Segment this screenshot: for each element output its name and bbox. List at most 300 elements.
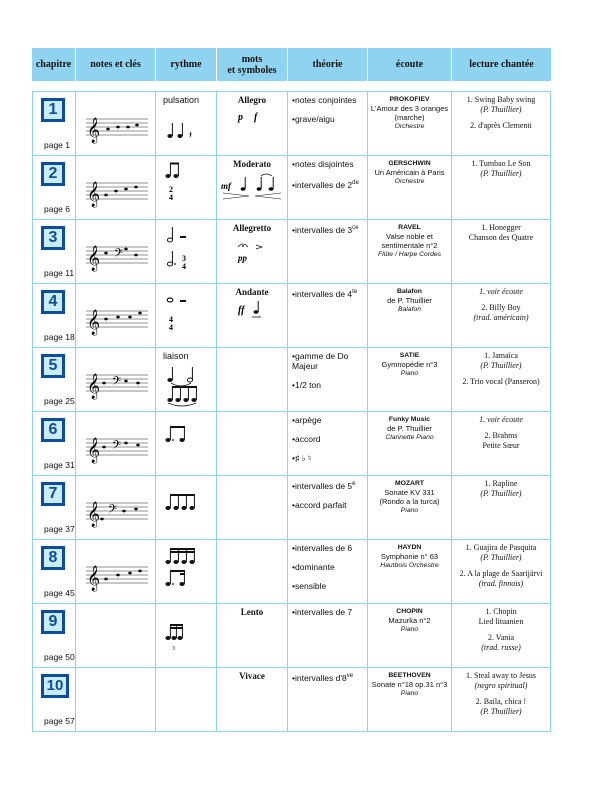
svg-text:mf: mf [221, 181, 231, 191]
staff-note [116, 316, 120, 319]
chapter-number-badge [41, 290, 65, 314]
listening-composer: RAVEL [398, 224, 421, 231]
chapter-number-badge [41, 418, 65, 442]
theory-text: intervalles de 6 [294, 543, 353, 553]
table-row [32, 668, 551, 732]
header-ecoute: écoute [368, 48, 452, 81]
sight-singing-line: 2. d'après Clementi [470, 121, 532, 130]
listening-work: Symphonie n° 63 [380, 552, 439, 561]
chapter-number: 1 [44, 101, 62, 119]
staff-note [104, 578, 108, 581]
theory-item [292, 178, 367, 190]
rhythm-notation [164, 610, 212, 656]
theory-list [288, 348, 367, 390]
table-row [32, 348, 551, 412]
tempo-word: Andante [235, 287, 269, 297]
words-symbols-cell [217, 412, 288, 476]
listening-composer: GERSCHWIN [388, 160, 431, 167]
theory-item [292, 95, 367, 105]
listening-block [368, 220, 451, 259]
rhythm-figure [164, 418, 212, 469]
header-notes-et-cles: notes et clés [76, 48, 156, 81]
chapter-block [33, 92, 75, 155]
chapter-number: 3 [44, 229, 62, 247]
theory-item [292, 543, 367, 553]
header-lecture-chantee: lecture chantée [452, 48, 551, 81]
staff-note [136, 444, 140, 447]
header-chapitre: chapitre [32, 48, 76, 81]
theory-text: gamme de Do Majeur [292, 351, 349, 371]
listening-cell [368, 348, 452, 412]
sight-singing-block [452, 92, 550, 131]
notes-cell [76, 348, 156, 412]
staff-note [138, 570, 142, 573]
tempo-word: Vivace [239, 671, 265, 681]
table-row [32, 220, 551, 284]
svg-text:3: 3 [172, 646, 175, 652]
chapter-cell [32, 412, 76, 476]
chapter-page: page 1 [44, 140, 70, 150]
staff-wrapper [84, 302, 150, 341]
chapter-number: 5 [44, 357, 62, 375]
chapter-cell [32, 348, 76, 412]
staff-wrapper [84, 494, 150, 533]
tempo-word: Allegretto [232, 223, 272, 233]
sight-singing-line: 2. Trio vocal (Panseron) [462, 377, 540, 386]
chapter-block [33, 156, 75, 219]
sight-singing-block [452, 412, 550, 451]
sight-singing-line: (trad. américain) [473, 313, 529, 322]
svg-text:p: p [238, 112, 243, 123]
listening-instrument: Piano [400, 690, 419, 697]
sight-singing-line: 2. Brahms [484, 431, 518, 440]
listening-work: Sonate KV 331 [384, 488, 435, 497]
svg-text:f: f [254, 112, 258, 123]
theory-text: intervalles d'8 [294, 672, 347, 683]
listening-instrument: Orchestre [394, 178, 425, 185]
header-rythme: rythme [156, 48, 217, 81]
staff-note [116, 574, 120, 577]
sight-singing-line: 1. Tumbao Le Son [471, 159, 531, 168]
chapter-cell [32, 91, 76, 156]
rhythm-figure [164, 482, 212, 533]
sight-singing-line: 2. Baila, chica ! [475, 697, 527, 706]
listening-work: Sonate n°18 op.31 n°3 [371, 680, 448, 689]
bass-clef-icon: 𝄢 [112, 375, 122, 391]
chapter-cell [32, 476, 76, 540]
sight-singing-line: 1. Chopin [485, 607, 517, 616]
listening-composer: PROKOFIEV [389, 96, 430, 103]
listening-block [368, 476, 451, 515]
table-row [32, 476, 551, 540]
sight-singing-block [452, 668, 550, 717]
theory-text: dominante [294, 562, 335, 572]
staff-wrapper [84, 366, 150, 405]
listening-instrument: Balafon [397, 306, 422, 313]
treble-clef-icon: 𝄞 [87, 310, 101, 335]
sight-singing-block [452, 348, 550, 387]
theory-text: intervalles de 4 [294, 288, 353, 299]
words-symbols-cell [217, 476, 288, 540]
sight-singing-block [452, 284, 550, 323]
curriculum-table [32, 48, 551, 732]
sight-singing-line: (negro spiritual) [474, 681, 528, 690]
listening-block [368, 412, 451, 442]
chapter-number-badge [41, 354, 65, 378]
chapter-page: page 45 [44, 588, 75, 598]
sight-singing-cell [452, 604, 551, 668]
bass-clef-icon: 𝄢 [114, 247, 124, 263]
staff-notation [84, 174, 150, 208]
theory-superscript: ce [352, 225, 359, 231]
theory-item [292, 351, 367, 371]
listening-block [368, 604, 451, 634]
staff-note [104, 318, 108, 321]
treble-clef-icon: 𝄞 [87, 182, 101, 207]
staff-notation [84, 238, 150, 272]
header-mots-line: mots [241, 53, 263, 65]
sight-singing-line: 2. Billy Boy [481, 303, 521, 312]
listening-cell [368, 412, 452, 476]
listening-composer: CHOPIN [396, 608, 423, 615]
rhythm-cell [156, 668, 217, 732]
chapter-page: page 11 [44, 268, 75, 278]
listening-block [368, 668, 451, 698]
theory-cell [288, 156, 368, 220]
table-row [32, 540, 551, 604]
sight-singing-line: 2. Vania [487, 633, 515, 642]
header-symboles-line: et symboles [227, 64, 277, 76]
sight-singing-cell [452, 91, 551, 156]
chapter-number: 9 [44, 613, 62, 631]
staff-note [122, 510, 126, 513]
rhythm-notation [164, 162, 212, 208]
tempo-word: Moderato [233, 159, 271, 169]
theory-cell [288, 348, 368, 412]
staff-note [135, 124, 139, 127]
staff-note [102, 446, 106, 449]
notes-cell [76, 604, 156, 668]
sight-singing-line: (P. Thuillier) [480, 169, 522, 178]
chapter-cell [32, 540, 76, 604]
listening-instrument: Flûte / Harpe Cordes [377, 251, 442, 258]
chapter-page: page 37 [44, 524, 75, 534]
rhythm-cell [156, 91, 217, 156]
theory-item [292, 479, 367, 491]
chapter-number-badge [41, 546, 65, 570]
listening-instrument: Orchestre [394, 123, 425, 130]
listening-cell [368, 220, 452, 284]
theory-text: intervalles de 5 [294, 480, 353, 491]
rhythm-cell [156, 540, 217, 604]
bass-clef-icon: 𝄢 [108, 503, 118, 519]
theory-text: intervalles de 2 [294, 179, 353, 190]
sight-singing-line: Petite Sœur [482, 441, 520, 450]
staff-note [114, 190, 118, 193]
listening-cell [368, 156, 452, 220]
bass-clef-icon: 𝄢 [112, 439, 122, 455]
sight-singing-line: 1. voir écoute [479, 287, 523, 296]
rhythm-figure [164, 162, 212, 213]
sight-singing-line: 1. Honegger [481, 223, 521, 232]
chapter-number-badge [41, 98, 65, 122]
sight-singing-cell [452, 668, 551, 732]
chapter-number: 2 [44, 165, 62, 183]
chapter-page: page 57 [44, 716, 75, 726]
rhythm-notation [164, 546, 212, 592]
theory-list [288, 540, 367, 591]
svg-text:2: 2 [169, 185, 173, 194]
listening-work: Gymnopédie n°3 [381, 360, 438, 369]
chapter-number: 4 [44, 293, 62, 311]
listening-composer: MOZART [394, 480, 425, 487]
dynamics-symbols [232, 107, 272, 125]
chapter-block [33, 348, 75, 411]
sight-singing-line: (P. Thuillier) [480, 105, 522, 114]
treble-clef-icon: 𝄞 [87, 118, 101, 143]
listening-cell [368, 284, 452, 348]
svg-text:4: 4 [169, 315, 173, 324]
listening-cell [368, 604, 452, 668]
sight-singing-line: (P. Thuillier) [480, 707, 522, 716]
sight-singing-line: (P. Thuillier) [480, 361, 522, 370]
svg-text:4: 4 [169, 193, 173, 202]
theory-list [288, 668, 367, 683]
sight-singing-line: 1. Steal away to Jesus [466, 671, 536, 680]
chapter-cell [32, 604, 76, 668]
theory-cell [288, 412, 368, 476]
rhythm-notation [164, 418, 212, 464]
chapter-number-badge [41, 162, 65, 186]
chapter-block [33, 220, 75, 283]
table-row [32, 156, 551, 220]
table-row [32, 412, 551, 476]
listening-instrument: Hautbois Orchestre [380, 562, 439, 569]
staff-note [124, 380, 128, 383]
sight-singing-line: 1. Rapline [484, 479, 518, 488]
header-gap [32, 81, 551, 91]
sight-singing-cell [452, 476, 551, 540]
sight-singing-block [452, 604, 550, 653]
words-symbols-cell [217, 604, 288, 668]
chapter-page: page 31 [44, 460, 75, 470]
theory-text: intervalles de 3 [294, 224, 353, 235]
table-row [32, 604, 551, 668]
treble-clef-icon: 𝄞 [87, 438, 101, 463]
theory-item [292, 415, 367, 425]
listening-work: Mazurka n°2 [388, 616, 431, 625]
listening-extra: (Rondo a la turca) [379, 497, 440, 506]
staff-note [124, 188, 128, 191]
staff-wrapper [84, 238, 150, 277]
listening-block [368, 540, 451, 570]
listening-work: Un Américain à Paris [374, 168, 445, 177]
notes-cell [76, 668, 156, 732]
listening-composer: HAYDN [397, 544, 422, 551]
theory-text: accord [294, 434, 321, 444]
rhythm-cell [156, 220, 217, 284]
rhythm-notation [164, 106, 212, 152]
chapter-block [33, 604, 75, 667]
listening-composer: BEETHOVEN [388, 672, 431, 679]
chapter-number: 10 [44, 677, 66, 695]
rhythm-cell [156, 156, 217, 220]
svg-text:3: 3 [182, 254, 186, 263]
sight-singing-line: Lied lituanien [478, 617, 524, 626]
treble-clef-icon: 𝄞 [87, 374, 101, 399]
words-symbols-cell [217, 348, 288, 412]
table-row [32, 284, 551, 348]
theory-item [292, 500, 367, 510]
header-theorie: théorie [288, 48, 368, 81]
chapter-page: page 18 [44, 332, 75, 342]
sight-singing-line: (P. Thuillier) [480, 553, 522, 562]
staff-note [126, 126, 130, 129]
staff-note [134, 254, 138, 257]
svg-text:pp: pp [238, 253, 247, 263]
theory-item [292, 287, 367, 299]
chapter-cell [32, 284, 76, 348]
rhythm-figure [164, 106, 212, 157]
chapter-block [33, 668, 75, 731]
words-symbols-cell [217, 540, 288, 604]
chapter-number-badge [41, 674, 69, 698]
chapter-number: 6 [44, 421, 62, 439]
tempo-word: Lento [240, 607, 264, 617]
staff-wrapper [84, 430, 150, 469]
rhythm-figure [164, 610, 212, 661]
staff-note [104, 252, 108, 255]
sight-singing-cell [452, 156, 551, 220]
chapter-number-badge [41, 482, 65, 506]
rhythm-figure [164, 226, 212, 277]
theory-text: sensible [294, 581, 327, 591]
dynamics-symbols [219, 171, 285, 205]
rhythm-label: liaison [163, 351, 189, 361]
theory-item [292, 223, 367, 235]
chapter-cell [32, 668, 76, 732]
staff-note [128, 316, 132, 319]
rhythm-cell [156, 604, 217, 668]
theory-superscript: de [352, 180, 359, 186]
staff-notation [84, 558, 150, 592]
listening-cell [368, 668, 452, 732]
chapter-number: 7 [44, 485, 62, 503]
rhythm-cell [156, 348, 217, 412]
listening-composer: SATIE [399, 352, 420, 359]
theory-item [292, 380, 367, 390]
sight-singing-cell [452, 348, 551, 412]
listening-block [368, 348, 451, 378]
svg-text:𝄽: 𝄽 [189, 130, 193, 141]
staff-note [134, 508, 138, 511]
theory-item [292, 434, 367, 444]
sight-singing-line: 1. Swing Baby swing [466, 95, 536, 104]
staff-note [124, 442, 128, 445]
sight-singing-block [452, 220, 550, 243]
notes-cell [76, 284, 156, 348]
chapter-cell [32, 156, 76, 220]
theory-item [292, 562, 367, 572]
listening-work: Valse noble et sentimentale n°2 [381, 232, 438, 250]
treble-clef-icon: 𝄞 [87, 246, 101, 271]
staff-note [136, 382, 140, 385]
rhythm-figure [164, 362, 212, 413]
svg-text:4: 4 [182, 262, 186, 271]
listening-work: de P. Thuillier [387, 424, 432, 433]
staff-notation [84, 430, 150, 464]
listening-work: de P. Thuillier [387, 296, 432, 305]
theory-text: notes conjointes [294, 95, 357, 105]
rhythm-notation [164, 482, 212, 528]
notes-cell [76, 91, 156, 156]
table-row [32, 91, 551, 156]
theory-cell [288, 284, 368, 348]
staff-note [134, 186, 138, 189]
sight-singing-cell [452, 412, 551, 476]
sight-singing-line: (trad. finnois) [478, 579, 524, 588]
chapter-block [33, 540, 75, 603]
chapter-block [33, 284, 75, 347]
table-container [32, 48, 551, 732]
sight-singing-line: 1. Guajira de Pasquita [465, 543, 537, 552]
rhythm-notation [164, 290, 212, 336]
notes-cell [76, 412, 156, 476]
staff-note [128, 572, 132, 575]
listening-instrument: Clarinette Piano [385, 434, 434, 441]
theory-item [292, 114, 367, 124]
rhythm-notation [164, 362, 212, 408]
staff-note [124, 248, 128, 251]
chapter-block [33, 412, 75, 475]
sight-singing-line: (trad. russe) [481, 643, 521, 652]
chapter-number: 8 [44, 549, 62, 567]
theory-list [288, 604, 367, 617]
dynamics-symbols [232, 299, 272, 321]
listening-work: L'Amour des 3 oranges [370, 104, 449, 113]
theory-cell [288, 604, 368, 668]
listening-block [368, 156, 451, 186]
chapter-page: page 25 [44, 396, 75, 406]
words-symbols-cell [217, 91, 288, 156]
theory-item [292, 453, 367, 463]
theory-list [288, 284, 367, 299]
staff-note [138, 312, 142, 315]
listening-extra: (marche) [394, 113, 425, 122]
theory-list [288, 412, 367, 463]
sight-singing-line: (P. Thuillier) [480, 489, 522, 498]
theory-cell [288, 220, 368, 284]
chapter-number-badge [41, 226, 65, 250]
chapter-number-badge [41, 610, 65, 634]
treble-clef-icon: 𝄞 [87, 566, 101, 591]
notes-cell [76, 476, 156, 540]
listening-block [368, 284, 451, 314]
rhythm-notation [164, 226, 212, 272]
staff-note [102, 382, 106, 385]
sight-singing-cell [452, 284, 551, 348]
rhythm-figure [164, 546, 212, 597]
theory-superscript: te [352, 289, 358, 295]
theory-cell [288, 668, 368, 732]
theory-text: intervalles de 7 [294, 607, 353, 617]
listening-cell [368, 476, 452, 540]
theory-list [288, 220, 367, 235]
rhythm-figure [164, 290, 212, 341]
staff-note [104, 194, 108, 197]
header-row [32, 48, 551, 81]
rhythm-cell [156, 284, 217, 348]
